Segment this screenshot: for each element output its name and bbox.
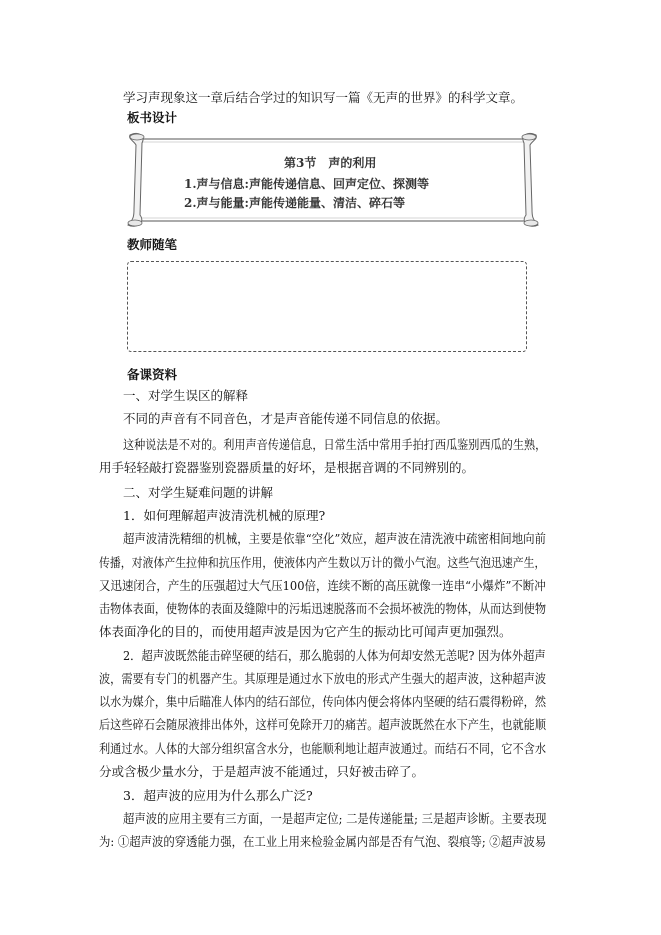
para1-line1: 这种说法是不对的。利用声音传递信息，日常生活中常用手拍打西瓜鉴别西瓜的生熟， [123,437,547,452]
answer1-line2: 传播，对液体产生拉伸和抗压作用，使液体内产生数以万计的微小气泡。这些气泡迅速产生， [99,555,546,570]
question2-line6: 分或含极少量水分，于是超声波不能通过，只好被击碎了。 [99,764,425,779]
answer3-line2: 为: ①超声波的穿透能力强，在工业上用来检验金属内部是否有气泡、裂痕等; ②超声波易 [99,834,547,849]
board-title: 第3节 声的利用 [284,156,377,170]
board-item-2: 2.声与能量:声能传递能量、清洁、碎石等 [184,196,405,210]
answer1-line1: 超声波清洗精细的机械，主要是依靠“空化”效应，超声波在清洗液中疏密相间地向前 [123,531,546,546]
board-design-scroll [124,131,542,229]
intro-line: 学习声现象这一章后结合学过的知识写一篇《无声的世界》的科学文章。 [123,90,524,105]
para1-line2: 用手轻轻敲打瓷器鉴别瓷器质量的好坏，是根据音调的不同辨别的。 [99,460,475,475]
prep-materials-heading: 备课资料 [127,367,178,382]
question2-line4: 后这些碎石会随尿液排出体外，这样可免除开刀的痛苦。超声波既然在水下产生，也就能顺 [99,717,547,732]
misconception-text: 不同的声音有不同音色，才是声音能传递不同信息的依据。 [123,411,449,426]
question2-line1: 2．超声波既然能击碎坚硬的结石，那么脆弱的人体为何却安然无恙呢? 因为体外超声 [123,648,546,663]
question2-line2: 波，需要有专门的机器产生。其原理是通过水下放电的形式产生强大的超声波，这种超声波 [99,671,547,686]
answer3-line1: 超声波的应用主要有三方面，一是超声定位; 二是传递能量; 三是超声诊断。主要表现 [123,811,547,826]
teacher-notes-heading: 教师随笔 [127,237,178,252]
teacher-notes-box [127,261,527,352]
board-item-1: 1.声与信息:声能传递信息、回声定位、探测等 [184,177,429,191]
section2-title: 二、对学生疑难问题的讲解 [123,485,274,500]
question1: 1．如何理解超声波清洗机械的原理? [123,508,326,523]
answer1-line4: 击物体表面，使物体的表面及缝隙中的污垢迅速脱落而不会损坏被洗的物体，从而达到使物 [99,601,547,616]
question2-line5: 利通过水。人体的大部分组织富含水分，也能顺利地让超声波通过。而结石不同，它不含水 [99,741,547,756]
question2-line3: 以水为媒介，集中后瞄准人体内的结石部位，传向体内便会将体内坚硬的结石震得粉碎，然 [99,694,547,709]
answer1-line5: 体表面净化的目的，而使用超声波是因为它产生的振动比可闻声更加强烈。 [99,624,512,639]
question3: 3．超声波的应用为什么那么广泛? [123,788,313,803]
board-design-heading: 板书设计 [127,110,178,125]
section1-title: 一、对学生误区的解释 [123,388,249,403]
answer1-line3: 又迅速闭合，产生的压强超过大气压100倍，连续不断的高压就像一连串“小爆炸”不断冲 [99,578,546,593]
